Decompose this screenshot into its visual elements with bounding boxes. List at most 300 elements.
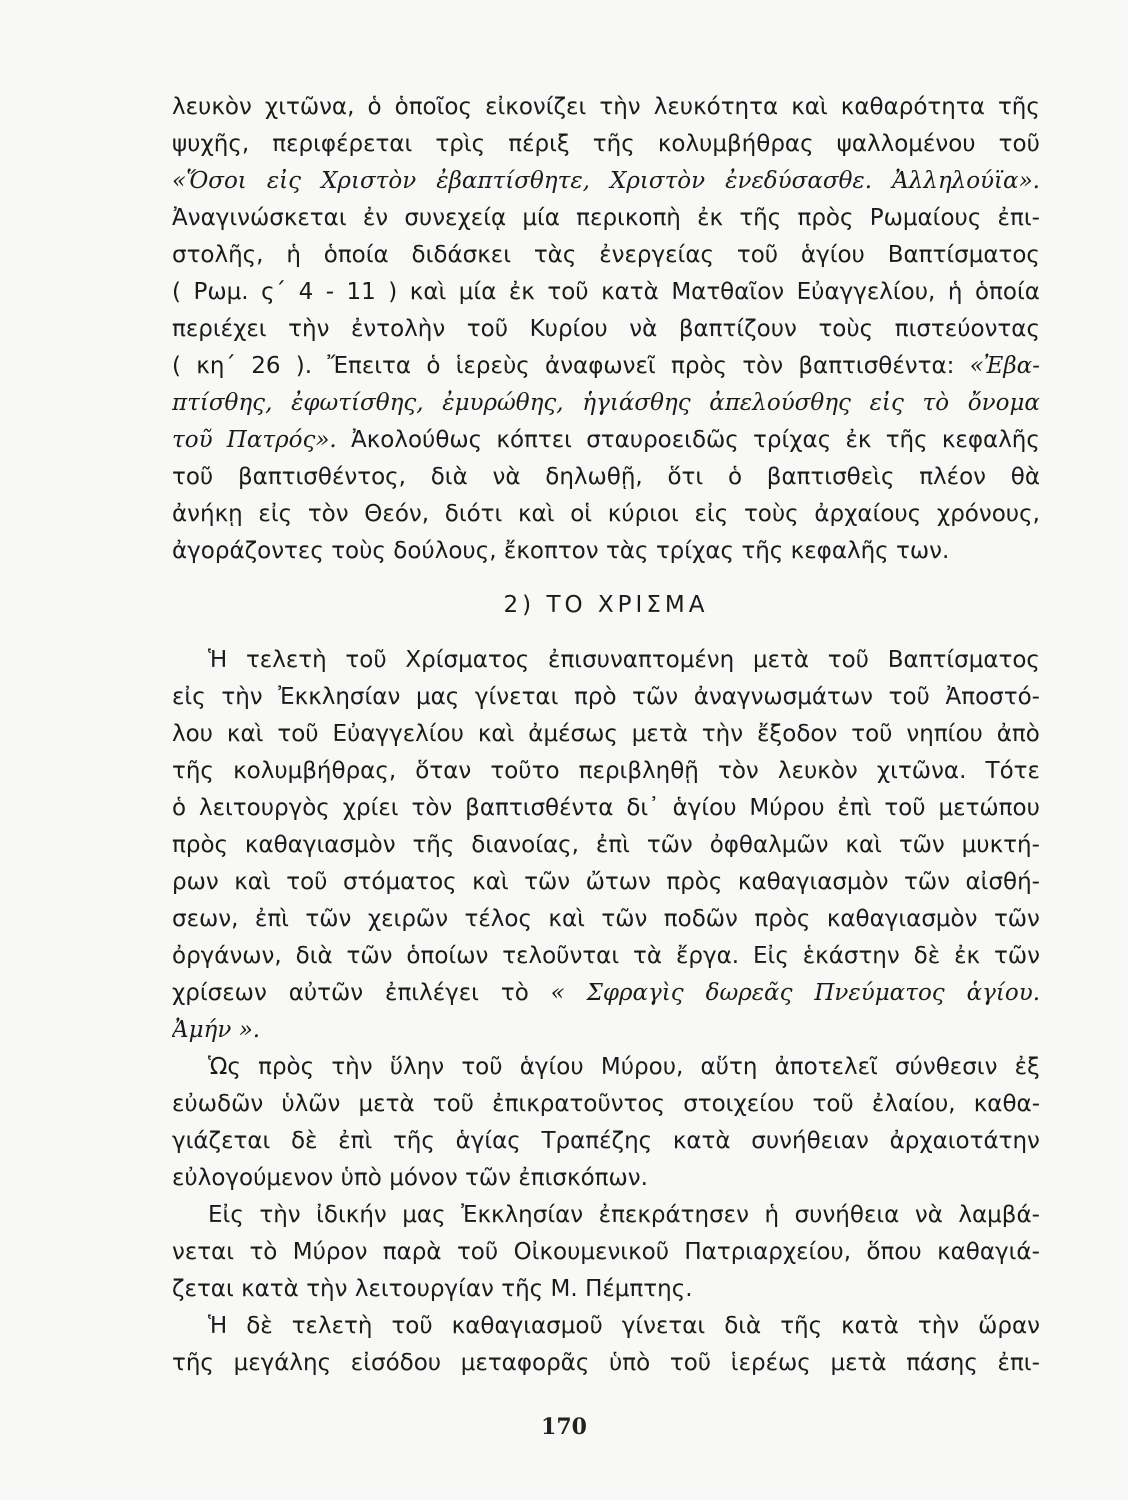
word: πρὸ	[574, 683, 617, 710]
word: Εὐαγγελίου	[332, 720, 464, 747]
word: -	[325, 278, 335, 305]
word: καὶ	[226, 720, 264, 747]
word: τὸ	[500, 979, 529, 1006]
text-line	[172, 384, 1040, 421]
word: τὸ	[249, 1238, 278, 1265]
word: χρίσεων	[172, 979, 267, 1006]
word: ἐπι-	[997, 204, 1040, 231]
word: μυκτή-	[961, 831, 1040, 858]
word: μεγάλης	[233, 1349, 332, 1376]
word: γίνεται	[621, 1312, 706, 1339]
word: καθαγιασμὸν	[826, 905, 978, 932]
word: δὲ	[246, 1312, 273, 1339]
text-line	[172, 125, 1040, 162]
word: χρόνους,	[936, 500, 1040, 527]
word: τῶν	[305, 905, 352, 932]
word: τρὶς	[435, 130, 486, 157]
word: Μύρου	[749, 794, 825, 821]
word: τρίχας	[655, 537, 735, 564]
word: Ρωμαίους	[869, 204, 982, 231]
word: πρὸς	[754, 905, 811, 932]
text-line	[172, 495, 1040, 532]
word: ἐπὶ	[254, 905, 289, 932]
word: ἐπι-	[997, 1349, 1040, 1376]
word: εἰσόδου	[350, 1349, 442, 1376]
word: κύριοι	[607, 500, 679, 527]
word: τῆς	[741, 537, 784, 564]
word: Θεόν,	[364, 500, 430, 527]
word: οἱ	[570, 500, 593, 527]
word: πρὸς	[258, 1053, 315, 1080]
word: στολῆς,	[172, 241, 264, 268]
word: τρίχας	[753, 426, 832, 453]
word: ἀποτελεῖ	[774, 1053, 878, 1080]
word: τοῦ	[172, 463, 214, 490]
text-line	[172, 532, 1040, 569]
italic-word: πτίσθης,	[172, 389, 273, 416]
word: Ἐκκλησίαν	[461, 1201, 584, 1228]
word: ὕλην	[389, 1053, 445, 1080]
text-line	[172, 1085, 1040, 1122]
word: τὰ	[633, 942, 663, 969]
word: δὲ	[913, 942, 941, 969]
word: ρων	[172, 868, 219, 895]
word: ὅταν	[415, 757, 472, 784]
word: σταυροειδῶς	[586, 426, 739, 453]
word: τοῦ	[286, 868, 328, 895]
word: Ἐκκλησίαν	[278, 683, 401, 710]
word: κατὰ	[601, 278, 659, 305]
word: πάσης	[906, 1349, 978, 1376]
word: νὰ	[492, 463, 521, 490]
text-line	[172, 273, 1040, 310]
text-line	[172, 458, 1040, 495]
word: (	[172, 278, 181, 305]
word: τῆς	[739, 204, 782, 231]
word: τῶν	[632, 683, 679, 710]
word: Βαπτίσματος	[887, 646, 1040, 673]
word: διανοίας,	[471, 831, 579, 858]
word: ἐπὶ	[338, 1127, 373, 1154]
word: συνήθεια	[794, 1201, 900, 1228]
word: ἐνεργείας	[599, 241, 714, 268]
word: τοῦ	[391, 1312, 433, 1339]
word: καὶ	[548, 905, 585, 932]
page-number: 170	[541, 1414, 587, 1440]
word: τὸν	[307, 500, 349, 527]
word: περιφέρεται	[272, 130, 413, 157]
word: ἐπισυναπτομένη	[548, 646, 735, 673]
italic-word: Ἀμήν	[172, 1016, 232, 1043]
word: τοῦ	[736, 241, 779, 268]
italic-word: ἐνεδύσασθε.	[725, 167, 873, 194]
word: ἱερέως	[730, 1349, 811, 1376]
word: μετὰ	[830, 1349, 887, 1376]
word: ἐκ	[508, 278, 535, 305]
word: ὀφθαλμῶν	[709, 831, 829, 858]
word: τελετὴ	[291, 1312, 373, 1339]
word: ὁποίων	[406, 942, 489, 969]
word: τῶν	[524, 868, 571, 895]
word: νεται	[172, 1238, 235, 1265]
word: ἐκ	[845, 426, 872, 453]
word: ψαλλομένου	[836, 130, 976, 157]
word: τὴν	[331, 1053, 373, 1080]
word: τῶν	[898, 831, 945, 858]
word: χιτῶνα.	[876, 757, 967, 784]
text-line	[172, 789, 1040, 826]
word: ὁποία	[974, 278, 1040, 305]
word: Πέμπτης.	[585, 1275, 693, 1302]
text-line	[172, 863, 1040, 900]
word: τοῦ	[884, 794, 926, 821]
text-line	[172, 1270, 1040, 1307]
word: τοὺς	[743, 500, 799, 527]
text-line	[172, 974, 1040, 1011]
word: καθαγιασμὸν	[244, 831, 396, 858]
word: κολυμβήθρας	[657, 130, 814, 157]
word: βαπτισθεὶς	[766, 463, 895, 490]
word: αὐτῶν	[288, 979, 364, 1006]
word: ὅπου	[866, 1238, 922, 1265]
word: μόνον	[389, 1164, 458, 1191]
word: Εἰς	[208, 1201, 244, 1228]
word: μεταφορᾶς	[460, 1349, 590, 1376]
word: τῶν	[465, 1164, 512, 1191]
word: κεφαλῆς	[941, 426, 1040, 453]
italic-word: Πνεύματος	[814, 979, 945, 1006]
word: ἐξ	[1014, 1053, 1040, 1080]
word: μετώπου	[938, 794, 1040, 821]
word: Εὐαγγελίου,	[796, 278, 936, 305]
word: τὸν	[718, 757, 759, 784]
word: ἀμέσως	[528, 720, 618, 747]
word: τελετὴ	[245, 646, 327, 673]
word: τῶν	[346, 942, 393, 969]
text-line	[172, 641, 1040, 678]
word: νὰ	[914, 1201, 943, 1228]
word: νὰ	[629, 315, 658, 342]
word: καὶ	[409, 278, 447, 305]
word: τὰς	[533, 241, 577, 268]
word: ἁγίας	[455, 1127, 521, 1154]
word: πιστεύοντας	[894, 315, 1040, 342]
word: εὐλογούμενον	[172, 1164, 334, 1191]
word: λειτουργίαν	[354, 1275, 494, 1302]
word: ὁποῖος	[394, 93, 472, 120]
word: ὁποία	[323, 241, 389, 268]
italic-word: ἐβαπτίσθητε,	[436, 167, 590, 194]
word: καθαγιασμὸν	[737, 868, 889, 895]
word: τὴν	[259, 1201, 301, 1228]
word: τῶν	[904, 868, 950, 895]
word: τῆς	[780, 1312, 823, 1339]
word: ψυχῆς,	[172, 130, 250, 157]
word: ἐπὶ	[837, 794, 872, 821]
word: Χρίσματος	[405, 646, 530, 673]
word: ἐντολὴν	[350, 315, 446, 342]
word: εἰς	[172, 683, 206, 710]
word: τῆς	[172, 1349, 214, 1376]
text-line	[172, 1159, 1040, 1196]
word: τὴν	[306, 1275, 348, 1302]
word: ἔργα.	[675, 942, 740, 969]
word: μετὰ	[631, 720, 688, 747]
word: ζεται	[172, 1275, 234, 1302]
word: περικοπὴ	[576, 204, 681, 231]
word: τοῦ	[345, 646, 387, 673]
italic-word: «Ὅσοι	[172, 167, 247, 194]
word: στόματος	[342, 868, 457, 895]
word: ὀργάνων,	[172, 942, 282, 969]
text-line	[172, 1122, 1040, 1159]
text-line	[172, 310, 1040, 347]
word: εὐωδῶν	[172, 1090, 264, 1117]
word: αἰσθή-	[965, 868, 1040, 895]
word: τὴν	[288, 315, 330, 342]
word: βαπτισθέντα	[465, 794, 614, 821]
word: Μύρου,	[600, 1053, 684, 1080]
text-line	[172, 826, 1040, 863]
word: μας	[402, 1201, 446, 1228]
body-text	[172, 88, 1040, 1381]
word: τοῦ	[998, 130, 1040, 157]
word: τοῦ	[466, 315, 509, 342]
word: πλέον	[919, 463, 987, 490]
word: καὶ	[845, 831, 882, 858]
word: Ἔπειτα	[327, 352, 412, 379]
word: ἐπεκράτησεν	[598, 1201, 749, 1228]
italic-word: ἐφωτίσθης,	[291, 389, 424, 416]
italic-word: «	[550, 979, 565, 1006]
italic-word: ».	[238, 1016, 261, 1043]
word: πρὸς	[797, 204, 854, 231]
word: ποδῶν	[663, 905, 738, 932]
word: ἀνήκῃ	[172, 500, 243, 527]
word: τοῦ	[851, 720, 893, 747]
word: γίνεται	[474, 683, 559, 710]
word: λειτουργὸς	[198, 794, 330, 821]
text-line	[172, 1344, 1040, 1381]
italic-word: εἰς	[266, 167, 302, 194]
word: ἔκοπτον	[503, 537, 599, 564]
word: στοιχείου	[683, 1090, 795, 1117]
word: τῆς	[885, 426, 928, 453]
word: κολυμβήθρας,	[233, 757, 397, 784]
word: ὑπὸ	[340, 1164, 382, 1191]
word: διὰ	[430, 463, 468, 490]
word: ὁ	[367, 93, 382, 120]
italic-word: ἁγίου.	[966, 979, 1040, 1006]
word: γιάζεται	[172, 1127, 271, 1154]
word: τοῦ	[456, 1238, 499, 1265]
word: ὁ	[727, 463, 743, 490]
word: καθαγιά-	[937, 1238, 1040, 1265]
word: βαπτισθέντος,	[237, 463, 406, 490]
word: ἐπικρατοῦντος	[492, 1090, 666, 1117]
word: τὸν	[742, 352, 784, 379]
word: κατὰ	[241, 1275, 299, 1302]
word: ὑπὸ	[609, 1349, 651, 1376]
word: Μύρον	[292, 1238, 368, 1265]
word: ἀναγνωσμάτων	[693, 683, 873, 710]
italic-word: Πατρός».	[226, 426, 337, 453]
word: τοῦ	[888, 683, 930, 710]
word: Κυρίου	[529, 315, 608, 342]
word: τῆς	[997, 93, 1040, 120]
word: ὁ	[426, 352, 441, 379]
word: λου	[172, 720, 213, 747]
word: ἐπιλέγει	[385, 979, 479, 1006]
word: μετὰ	[358, 1090, 415, 1117]
word: Τραπέζης	[541, 1127, 653, 1154]
word: πέριξ	[508, 130, 570, 157]
word: ἡ	[764, 1201, 780, 1228]
word: ἐν	[362, 204, 389, 231]
word: καὶ	[234, 868, 271, 895]
word: τῆς	[392, 1127, 435, 1154]
word: ὥραν	[978, 1312, 1040, 1339]
italic-word: Χριστὸν	[321, 167, 417, 194]
word: λευκὸν	[777, 757, 858, 784]
word: ἐκ	[954, 942, 981, 969]
word: καθαγιασμοῦ	[451, 1312, 603, 1339]
word: τῆς	[412, 831, 455, 858]
word: καὶ	[791, 93, 828, 120]
word: καὶ	[477, 720, 515, 747]
word: λαμβά-	[958, 1201, 1040, 1228]
word: ὅτι	[667, 463, 704, 490]
word: ἐλαίου,	[871, 1090, 956, 1117]
word: Βαπτίσματος	[887, 241, 1040, 268]
word: περιβληθῇ	[578, 757, 699, 784]
word: Ἡ	[208, 1312, 228, 1339]
word: ἀρχαίους	[814, 500, 922, 527]
word: ἀγοράζοντες	[172, 537, 324, 564]
italic-word: τοῦ	[172, 426, 213, 453]
word: καθαρότητα	[840, 93, 985, 120]
text-line	[172, 937, 1040, 974]
word: διότι	[444, 500, 503, 527]
word: καὶ	[518, 500, 555, 527]
word: τοῦ	[432, 1090, 474, 1117]
word: (	[172, 352, 181, 379]
text-line	[172, 1233, 1040, 1270]
word: σύνθεσιν	[894, 1053, 998, 1080]
word: ἔξοδον	[756, 720, 838, 747]
text-line	[172, 199, 1040, 236]
word: πρὸς	[671, 352, 728, 379]
word: δηλωθῇ,	[545, 463, 643, 490]
word: τοὺς	[818, 315, 874, 342]
word: ἁγίου	[672, 794, 737, 821]
word: ἁγίου	[519, 1053, 584, 1080]
word: κη΄	[196, 352, 236, 379]
text-line	[172, 752, 1040, 789]
text-line	[172, 421, 1040, 458]
word: ς΄	[261, 278, 287, 305]
word: συνήθειαν	[751, 1127, 869, 1154]
word: τὴν	[701, 720, 744, 747]
word: τὴν	[599, 93, 641, 120]
word: εἰκονίζει	[485, 93, 587, 120]
word: διδάσκει	[411, 241, 511, 268]
word: εἰς	[694, 500, 729, 527]
italic-word: δωρεᾶς	[705, 979, 793, 1006]
word: 11	[346, 278, 376, 305]
word: σεων,	[172, 905, 239, 932]
text-line	[172, 1011, 1040, 1048]
word: ἱερεὺς	[455, 352, 530, 379]
word: Μ.	[550, 1275, 578, 1302]
word: λευκότητα	[653, 93, 779, 120]
word: 26	[251, 352, 281, 379]
word: μετὰ	[752, 646, 810, 673]
italic-word: ἡγιάσθης	[582, 389, 691, 416]
word: ἐπὶ	[595, 831, 630, 858]
word: Ἀκολούθως	[350, 426, 483, 453]
word: Ἀποστό-	[945, 683, 1040, 710]
word: Ἀναγινώσκεται	[172, 204, 347, 231]
word: Πατριαρχείου,	[684, 1238, 852, 1265]
word: τὸν	[411, 794, 453, 821]
word: καὶ	[472, 868, 509, 895]
word: Ρωμ.	[193, 278, 249, 305]
word: τοῦ	[461, 1053, 503, 1080]
word: ἡ	[286, 241, 301, 268]
word: πρὸς	[666, 868, 723, 895]
word: ὁ	[172, 794, 187, 821]
word: μία	[458, 278, 497, 305]
word: τέλος	[464, 905, 532, 932]
italic-word: ἀπελούσθης	[709, 389, 851, 416]
word: διὰ	[295, 942, 333, 969]
word: συνεχείᾳ	[404, 204, 507, 231]
text-line	[172, 1307, 1040, 1344]
word: δι᾿	[626, 794, 660, 821]
word: νηπίου	[906, 720, 983, 747]
word: κατὰ	[841, 1312, 899, 1339]
italic-word: ὄνομα	[967, 389, 1040, 416]
word: βαπτισθέντα:	[798, 352, 955, 379]
text-line	[172, 347, 1040, 384]
italic-word: τὸ	[922, 389, 950, 416]
word: τῶν	[646, 831, 693, 858]
word: Ἡ	[208, 646, 228, 673]
text-line	[172, 678, 1040, 715]
word: ἐκ	[697, 204, 724, 231]
word: ὑλῶν	[281, 1090, 341, 1117]
word: ἑκάστην	[802, 942, 900, 969]
text-line	[172, 715, 1040, 752]
word: τοῦ	[277, 720, 319, 747]
text-line	[172, 1048, 1040, 1085]
word: αὕτη	[700, 1053, 758, 1080]
text-line	[172, 162, 1040, 199]
word: τοῦ	[547, 278, 589, 305]
italic-word: Ἀλληλούϊα».	[892, 167, 1040, 194]
word: )	[388, 278, 398, 305]
word: δούλους,	[393, 537, 497, 564]
word: Εἰς	[753, 942, 789, 969]
word: κατὰ	[672, 1127, 731, 1154]
word: ).	[295, 352, 313, 379]
word: χειρῶν	[367, 905, 449, 932]
word: εἰς	[258, 500, 293, 527]
italic-word: εἰς	[869, 389, 904, 416]
word: ἰδικήν	[316, 1201, 387, 1228]
word: καθα-	[973, 1090, 1040, 1117]
